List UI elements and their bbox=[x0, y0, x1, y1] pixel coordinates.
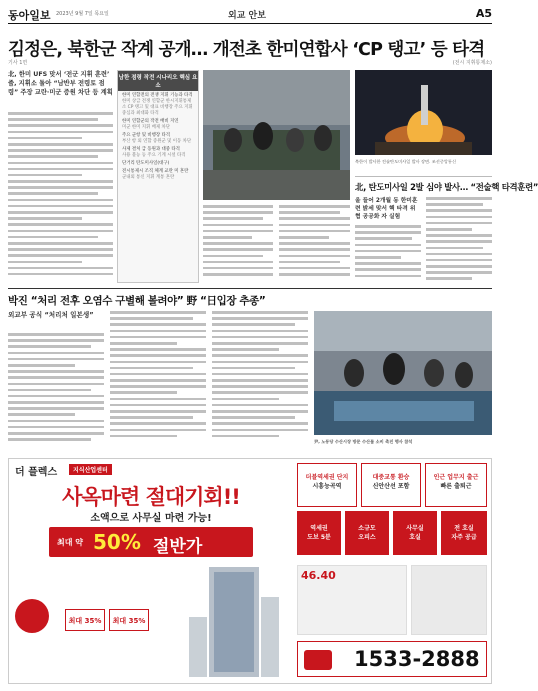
ad-discount-banner bbox=[49, 527, 253, 557]
scenario-box-title: 남한 점령 작전 시나리오 핵심 요소 bbox=[118, 71, 198, 91]
ad-subline: 소액으로 사무실 마련 가능! bbox=[90, 513, 212, 524]
box-item: 미군 한미 지휘 배제 차단 bbox=[122, 125, 170, 130]
ad-discount-2: 최대 35% bbox=[109, 609, 149, 631]
scenario-box bbox=[117, 70, 199, 283]
newspaper-logo: 동아일보 bbox=[8, 9, 51, 22]
story2-headline[interactable]: 北, 탄도미사일 2발 심야 발사… “전술핵 타격훈련” bbox=[355, 182, 538, 192]
divider bbox=[355, 176, 492, 177]
ad-feature: 전 호실 자주 공급 bbox=[441, 511, 487, 555]
box-item: 주요 군항 및 비행장 타격 bbox=[122, 133, 170, 138]
top-headline[interactable]: 김정은, 북한군 작계 공개… 개전초 한미연합사 ‘CP 탱고’ 등 타격 bbox=[8, 40, 485, 60]
top-byline: 기사 1면 bbox=[8, 60, 28, 66]
ad-feature: 소규모 오피스 bbox=[345, 511, 389, 555]
story3-lead: 외교부 공식 “처리처 일본생” bbox=[8, 311, 94, 319]
ad-product-image bbox=[411, 565, 487, 635]
top-byline-right: (전시 지휘통제소) bbox=[452, 60, 492, 66]
section-divider bbox=[8, 288, 492, 289]
ad-phone-box[interactable] bbox=[297, 641, 487, 677]
box-item: 한미 연합전의 전쟁 지휘 기능과 타격 bbox=[122, 93, 193, 98]
box-item: 전시통제시 조직 체계 교란 미 혼란 bbox=[122, 169, 189, 174]
section-title: 외교 안보 bbox=[228, 11, 266, 21]
banner-suffix: 절반가 bbox=[153, 537, 203, 557]
box-item: 한미 연합군의 작전 배비 지연 bbox=[122, 119, 179, 124]
box-item: 군내외 통신 지휘 계통 혼란 bbox=[122, 175, 175, 180]
kim-jong-un-photo bbox=[203, 70, 350, 200]
ad-feature: 대중교통 환승 신안산선 포함 bbox=[361, 463, 421, 507]
missile-launch-photo bbox=[355, 70, 492, 155]
missile-photo-caption: 북한이 발사한 전술탄도미사일 발사 장면. 조선중앙통신 bbox=[355, 159, 457, 164]
ad-feature: 사무실 호실 bbox=[393, 511, 437, 555]
advertisement[interactable] bbox=[8, 458, 492, 684]
ad-brand-tag: 지식산업센터 bbox=[69, 464, 112, 475]
ad-badge bbox=[15, 599, 49, 633]
story3-body-col2 bbox=[110, 311, 206, 450]
lead-left: 北, 한미 UFS 맞서 ‘전군 지휘 훈련’ 줄, 지휘소 돌아 “남반부 전령토 점령” 주장 교란·미군 증원 차단 등 계획 bbox=[8, 71, 113, 96]
ad-feature: 더블역세권 단지 시흥능곡역 bbox=[297, 463, 357, 507]
ad-brand: 더 플렉스 bbox=[15, 467, 58, 478]
ad-phone-number[interactable]: 1533-2888 bbox=[354, 647, 480, 671]
story2-lead: 올 들어 2개월 동 한미훈련 밝세 맞서 핵 타격 위협 공공화 자 실험 bbox=[355, 198, 418, 220]
story2-body-col1 bbox=[355, 225, 421, 283]
ad-discount-1: 최대 35% bbox=[65, 609, 105, 631]
fish-market-caption: 尹, 노동당 수산시장 방문 수산물 소비 촉진 행사 참석 bbox=[314, 439, 413, 444]
body-text-col1 bbox=[8, 112, 113, 282]
ad-feature-grid bbox=[297, 463, 487, 559]
box-item: 한미 상급 전쟁 연합군 한시지휘통제소 CP 탱고 및 대표 비행장 주요 지휘 중심과 최대화 타격 bbox=[122, 99, 193, 116]
ad-feature: 인근 업무지 출근 빠른 출퇴근 bbox=[425, 463, 487, 507]
story3-body-col3 bbox=[212, 311, 308, 450]
body-text-col3 bbox=[203, 205, 273, 283]
story3-headline[interactable]: 박진 “처리 전후 오염수 구별해 볼려야” 野 “日입장 추종” bbox=[8, 295, 266, 307]
fish-market-photo bbox=[314, 311, 492, 435]
masthead bbox=[8, 6, 492, 24]
phone-icon bbox=[304, 650, 332, 670]
box-item: 단거리 탄도미사일(대구) bbox=[122, 161, 170, 166]
banner-prefix: 최대 약 bbox=[57, 538, 83, 547]
banner-value: 50% bbox=[93, 530, 141, 554]
story3-body-col1 bbox=[8, 333, 104, 450]
page-number: A5 bbox=[475, 7, 492, 20]
ad-feature: 역세권 도보 5분 bbox=[297, 511, 341, 555]
box-item: 사용 불능 등 주요 기계 시설 타격 bbox=[122, 153, 186, 158]
ad-price: 46.40 bbox=[301, 569, 336, 582]
story2-body-col2 bbox=[426, 197, 492, 283]
box-item: 사제 결처 급 동원과 대중 타격 bbox=[122, 147, 180, 152]
box-item: 부산 항 외 연합 증원군 및 이동 차단 bbox=[122, 139, 192, 144]
ad-headline: 사옥마련 절대기회!! bbox=[62, 485, 240, 509]
body-text-col4 bbox=[279, 205, 350, 283]
ad-building-image bbox=[189, 567, 279, 677]
issue-date: 2023년 9월 7일 목요일 bbox=[56, 11, 109, 17]
